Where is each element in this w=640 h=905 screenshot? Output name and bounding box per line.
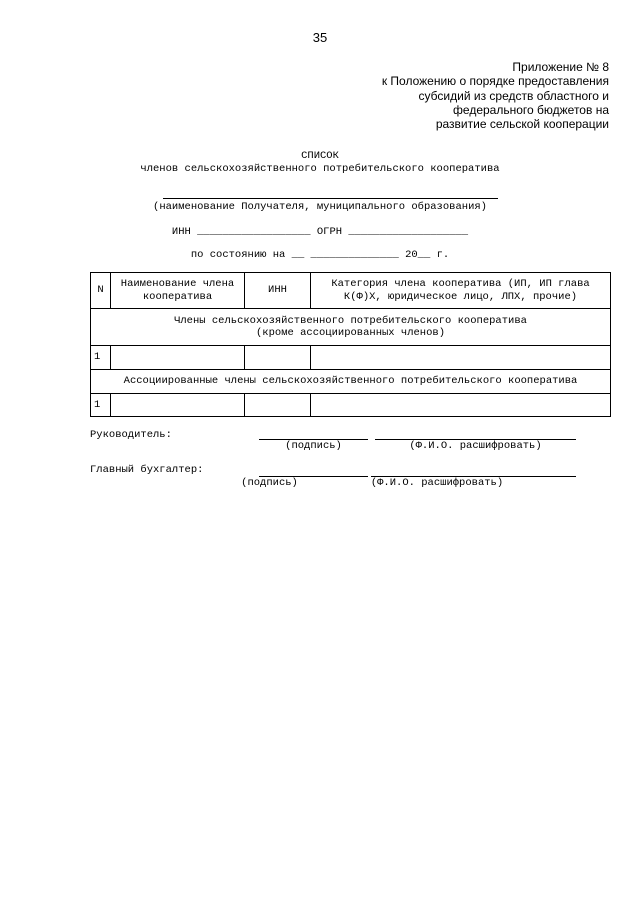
page-number: 35 [312,30,328,45]
appendix-line: федерального бюджетов на [453,102,609,117]
appendix-note [309,60,609,131]
section-members-title [91,309,611,346]
appendix-line: к Положению о порядке предоставления [381,74,609,89]
row-number: 1 [91,346,111,370]
cell-inn[interactable] [245,346,311,370]
section-associated-title: Ассоциированные члены сельскохозяйственного потребительского кооператива [91,370,611,394]
head-signature-caption: (подпись) [285,440,342,452]
table-row [91,394,611,417]
section-associated-row [91,370,611,394]
inn-ogrn-line: ИНН __________________ ОГРН ___________________ [171,226,469,238]
date-line: по состоянию на __ ______________ 20__ г. [190,249,450,261]
appendix-line: субсидий из средств областного и [418,88,609,103]
document-subtitle: членов сельскохозяйственного потребительского кооператива [140,163,500,175]
members-table [90,272,611,417]
accountant-signature-caption: (подпись) [241,477,298,489]
cell-inn[interactable] [245,394,311,417]
cell-category[interactable] [311,346,611,370]
cell-category[interactable] [311,394,611,417]
section-title: Члены сельскохозяйственного потребительского кооператива [174,314,527,327]
accountant-name-caption: (Ф.И.О. расшифровать) [370,477,504,489]
accountant-label: Главный бухгалтер: [90,464,204,476]
header-inn: ИНН [245,273,311,309]
appendix-line: Приложение № 8 [512,60,609,74]
header-number: N [91,273,111,309]
table-row [91,346,611,370]
head-name-caption: (Ф.И.О. расшифровать) [409,440,542,452]
appendix-line: развитие сельской кооперации [435,117,609,132]
section-members-row [91,309,611,346]
recipient-name-line [163,198,498,199]
head-label: Руководитель: [90,429,172,441]
document-title: СПИСОК [301,150,339,162]
header-category: Категория члена кооператива (ИП, ИП глава К(Ф)Х, юридическое лицо, ЛПХ, прочие) [311,273,611,309]
cell-member-name[interactable] [111,346,245,370]
header-member-name: Наименование члена кооператива [111,273,245,309]
table-header-row [91,273,611,309]
section-subtitle: (кроме ассоциированных членов) [255,327,446,339]
cell-member-name[interactable] [111,394,245,417]
recipient-caption: (наименование Получателя, муниципального образования) [153,201,487,213]
row-number: 1 [91,394,111,417]
